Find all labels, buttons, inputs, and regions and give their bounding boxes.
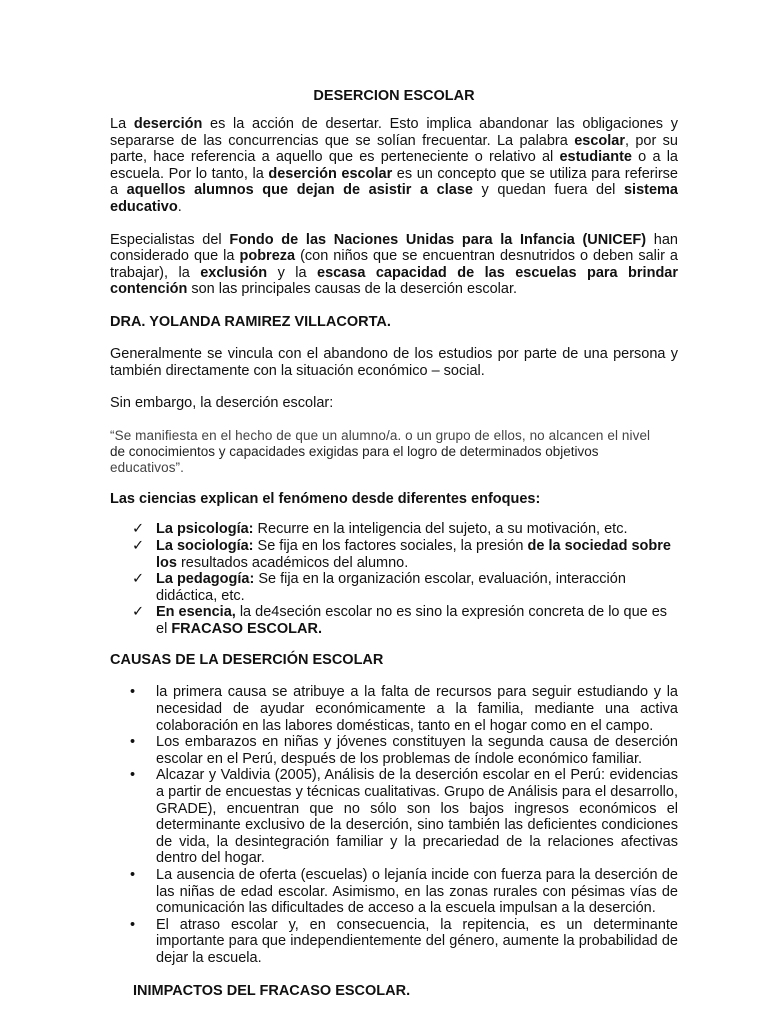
bullet-icon: • [130,867,136,884]
paragraph-sin-embargo: Sin embargo, la deserción escolar: [110,395,334,412]
list-item: • La ausencia de oferta (escuelas) o lejanía incide con fuerza para la deserción de las niñas de edad escolar. Asimismo, en las zonas rurales con pésimas vías de comunicación las dificultades de acceso a la escuela impulsan a la deserción. [130,867,678,917]
author-heading: DRA. YOLANDA RAMIREZ VILLACORTA. [110,313,391,330]
list-item: • la primera causa se atribuye a la falta de recursos para seguir estudiando y la necesidad de ayudar económicamente a la familia, mediante una activa colaboración en las labores domésticas, tanto en el hogar como en el campo. [130,684,678,734]
definition-quote [110,428,678,477]
quote-line: de conocimientos y capacidades exigidas para el logro de determinados objetivos [110,443,599,459]
causes-heading: CAUSAS DE LA DESERCIÓN ESCOLAR [110,652,384,669]
paragraph-definition: La deserción es la acción de desertar. Esto implica abandonar las obligaciones y separarse de las concurrencias que se solían frecuentar. La palabra escolar, por su parte, hace referencia a aquello que es perteneciente o relativo al estudiante o a la escuela. Por lo tanto, la deserción escolar es un concepto que se utiliza para referirse a aquellos alumnos que dejan de asistir a clase y quedan fuera del sistema educativo. [110,116,678,215]
checkmark-icon: ✓ [132,604,145,621]
list-item: ✓ La psicología: Recurre en la inteligencia del sujeto, a su motivación, etc. [132,521,628,538]
paragraph-generalmente: Generalmente se vincula con el abandono de los estudios por parte de una persona y también directamente con la situación económico – social. [110,345,678,379]
list-item: • Alcazar y Valdivia (2005), Análisis de la deserción escolar en el Perú: evidencias a partir de encuestas y técnicas cualitativas. Grupo de Análisis para el desarrollo, GRADE), encuentran que no sólo son los bajos ingresos económicos el determinante exclusivo de la deserción, sino también las deficientes condiciones de vida, la desintegración familiar y la precariedad de la relaciones afectivas dentro del hogar. [130,767,678,867]
list-item: ✓ En esencia, la de4seción escolar no es sino la expresión concreta de lo que es el FRACASO ESCOLAR. [132,604,668,637]
quote-line: “Se manifiesta en el hecho de que un alumno/a. o un grupo de ellos, no alcancen el nivel [110,427,651,443]
bullet-icon: • [130,916,136,933]
list-item: • Los embarazos en niñas y jóvenes constituyen la segunda causa de deserción escolar en el Perú, después de los problemas de índole económico familiar. [130,734,678,767]
causes-list [110,684,678,966]
checkmark-icon: ✓ [132,521,145,538]
list-item: ✓ La pedagogía: Se fija en la organización escolar, evaluación, interacción didáctica, etc. [132,571,626,604]
sciences-heading: Las ciencias explican el fenómeno desde diferentes enfoques: [110,491,541,508]
checkmark-icon: ✓ [132,537,145,554]
quote-line: educativos”. [110,460,184,476]
sciences-list [110,521,678,637]
list-item: • El atraso escolar y, en consecuencia, la repitencia, es un determinante importante para que independientemente del género, aumente la probabilidad de dejar la escuela. [130,916,678,966]
impacts-heading: INIMPACTOS DEL FRACASO ESCOLAR. [133,982,411,999]
list-item: ✓ La sociología: Se fija en los factores sociales, la presión de la sociedad sobre los resultados académicos del alumno. [132,537,671,571]
paragraph-unicef: Especialistas del Fondo de las Naciones Unidas para la Infancia (UNICEF) han considerado que la pobreza (con niños que se encuentran desnutridos o deben salir a trabajar), la exclusión y la escasa capacidad de las escuelas para brindar contención son las principales causas de la deserción escolar. [110,231,679,298]
bullet-icon: • [130,734,136,751]
checkmark-icon: ✓ [132,571,145,588]
bullet-icon: • [130,767,136,784]
page-title: DESERCION ESCOLAR [313,88,475,104]
bullet-icon: • [130,684,136,701]
